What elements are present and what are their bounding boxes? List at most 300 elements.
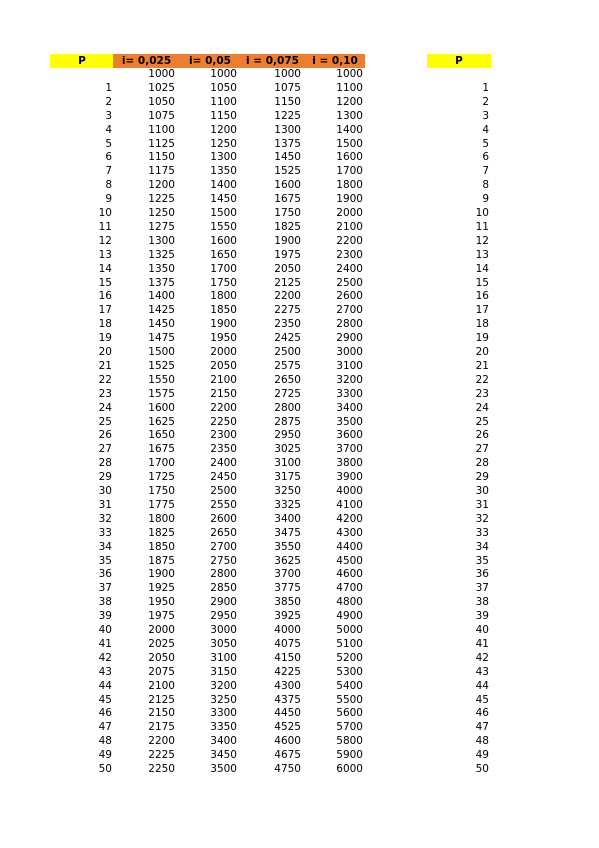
value-cell-rate-1: 2250 [148,763,175,775]
value-cell-rate-1: 1650 [148,429,175,442]
table-row [0,429,599,443]
value-cell-rate-4: 1800 [336,179,363,192]
value-cell-rate-1: 2075 [148,665,175,678]
period-cell: 15 [98,276,112,289]
value-cell-rate-4: 1700 [336,165,363,178]
period-cell: 38 [98,596,112,609]
period-cell-right: 5 [482,137,489,150]
table-row [0,610,599,624]
value-cell-rate-1: 1200 [148,179,175,192]
table-row [0,235,599,249]
value-cell-rate-1: 1425 [148,304,175,317]
period-cell-right: 22 [475,373,489,386]
value-cell-rate-1: 1450 [148,318,175,331]
table-row [0,165,599,179]
period-cell: 39 [98,610,112,623]
value-cell-rate-2: 1700 [210,262,237,275]
value-cell-rate-1: 1350 [148,262,175,275]
value-cell-rate-1: 2000 [148,624,175,636]
value-cell-rate-4: 5700 [336,721,363,734]
value-cell-rate-1: 1575 [148,387,175,400]
period-cell: 4 [105,123,112,136]
value-cell-rate-2: 2850 [210,582,237,595]
period-cell: 16 [98,290,112,303]
period-cell-right: 17 [475,304,489,317]
period-cell-right: 24 [475,401,489,414]
value-cell-rate-3: 3325 [274,498,301,511]
value-cell-rate-3: 4675 [274,749,301,762]
table-row [0,277,599,291]
value-cell-rate-2: 2550 [210,498,237,511]
period-cell: 30 [98,485,112,497]
period-cell: 21 [98,359,112,372]
table-row [0,568,599,582]
period-cell-right: 12 [475,234,489,247]
value-cell-rate-1: 1125 [148,137,175,150]
value-cell-rate-1: 1475 [148,332,175,345]
period-cell: 1 [105,81,112,94]
period-cell-right: 49 [475,749,489,762]
period-cell-right: 14 [475,262,489,275]
period-cell: 48 [98,735,112,748]
value-cell-rate-4: 4800 [336,596,363,609]
table-row [0,304,599,318]
value-cell-rate-2: 3100 [210,651,237,664]
period-cell-right: 42 [475,651,489,664]
value-cell-rate-2: 3200 [210,679,237,692]
value-cell-rate-1: 1750 [148,485,175,497]
table-row [0,471,599,485]
value-cell-rate-1: 1525 [148,359,175,372]
value-cell-rate-4: 4200 [336,512,363,525]
value-cell-rate-1: 2225 [148,749,175,762]
value-cell-rate-3: 3475 [274,526,301,539]
period-cell: 8 [105,179,112,192]
value-cell-rate-3: 2500 [274,346,301,358]
value-cell-rate-2: 2500 [210,485,237,497]
period-cell-right: 43 [475,665,489,678]
value-cell-rate-3: 3250 [274,485,301,497]
value-cell-rate-3: 4000 [274,624,301,636]
value-cell-rate-3: 1675 [274,193,301,206]
table-row [0,596,599,610]
value-cell-rate-2: 2900 [210,596,237,609]
period-cell-right: 15 [475,276,489,289]
value-cell-rate-4: 2500 [336,276,363,289]
value-cell-rate-3: 1225 [274,109,301,122]
period-cell-right: 6 [482,151,489,164]
period-cell-right: 21 [475,359,489,372]
value-cell-rate-1: 1000 [148,68,175,80]
table-row [0,207,599,221]
table-row [0,346,599,360]
value-cell-rate-4: 1600 [336,151,363,164]
table-row [0,110,599,124]
value-cell-rate-4: 4400 [336,540,363,553]
period-cell-right: 38 [475,596,489,609]
header-p-right: P [427,54,491,68]
period-cell: 28 [98,457,112,470]
period-cell-right: 48 [475,735,489,748]
value-cell-rate-3: 2950 [274,429,301,442]
value-cell-rate-3: 4450 [274,707,301,720]
table-row [0,290,599,304]
value-cell-rate-1: 1250 [148,207,175,219]
period-cell: 5 [105,137,112,150]
value-cell-rate-1: 1500 [148,346,175,358]
period-cell-right: 32 [475,512,489,525]
table-row [0,721,599,735]
value-cell-rate-1: 1225 [148,193,175,206]
value-cell-rate-1: 1625 [148,415,175,428]
value-cell-rate-3: 1300 [274,123,301,136]
period-cell-right: 47 [475,721,489,734]
period-cell-right: 34 [475,540,489,553]
period-cell-right: 16 [475,290,489,303]
table-row [0,624,599,638]
value-cell-rate-3: 4300 [274,679,301,692]
value-cell-rate-3: 3775 [274,582,301,595]
value-cell-rate-4: 3700 [336,443,363,456]
period-cell: 35 [98,554,112,567]
value-cell-rate-1: 1600 [148,401,175,414]
value-cell-rate-4: 2000 [336,207,363,219]
table-row [0,555,599,569]
period-cell: 47 [98,721,112,734]
value-cell-rate-2: 3250 [210,693,237,706]
value-cell-rate-4: 3400 [336,401,363,414]
period-cell: 11 [98,220,112,233]
value-cell-rate-3: 3175 [274,471,301,484]
table-row [0,680,599,694]
period-cell: 45 [98,693,112,706]
value-cell-rate-1: 1025 [148,81,175,94]
period-cell: 42 [98,651,112,664]
period-cell [50,68,112,82]
table-row [0,263,599,277]
value-cell-rate-2: 1300 [210,151,237,164]
value-cell-rate-4: 5000 [336,624,363,636]
value-cell-rate-4: 1900 [336,193,363,206]
period-cell-right: 50 [475,763,489,775]
table-row [0,374,599,388]
value-cell-rate-2: 1350 [210,165,237,178]
value-cell-rate-2: 1550 [210,220,237,233]
value-cell-rate-2: 3400 [210,735,237,748]
period-cell: 22 [98,373,112,386]
table-row [0,388,599,402]
value-cell-rate-3: 1525 [274,165,301,178]
value-cell-rate-2: 2800 [210,568,237,581]
value-cell-rate-3: 1900 [274,234,301,247]
value-cell-rate-2: 1800 [210,290,237,303]
value-cell-rate-1: 1775 [148,498,175,511]
value-cell-rate-3: 4525 [274,721,301,734]
header-rate-1: i= 0,025 [113,54,180,68]
value-cell-rate-3: 3400 [274,512,301,525]
value-cell-rate-4: 2300 [336,248,363,261]
value-cell-rate-4: 1400 [336,123,363,136]
value-cell-rate-4: 3800 [336,457,363,470]
value-cell-rate-3: 3700 [274,568,301,581]
value-cell-rate-2: 2300 [210,429,237,442]
period-cell-right: 2 [482,95,489,108]
period-cell-right: 27 [475,443,489,456]
period-cell-right: 10 [475,207,489,219]
table-row [0,749,599,763]
value-cell-rate-2: 1400 [210,179,237,192]
period-cell: 50 [98,763,112,775]
period-cell: 43 [98,665,112,678]
value-cell-rate-2: 1850 [210,304,237,317]
value-cell-rate-4: 3500 [336,415,363,428]
value-cell-rate-4: 3600 [336,429,363,442]
period-cell: 49 [98,749,112,762]
period-cell: 40 [98,624,112,636]
period-cell: 34 [98,540,112,553]
value-cell-rate-4: 3100 [336,359,363,372]
table-row [0,694,599,708]
table-row [0,249,599,263]
period-cell: 3 [105,109,112,122]
value-cell-rate-3: 2425 [274,332,301,345]
period-cell: 36 [98,568,112,581]
value-cell-rate-3: 1975 [274,248,301,261]
value-cell-rate-3: 3850 [274,596,301,609]
table-row [0,416,599,430]
value-cell-rate-2: 2200 [210,401,237,414]
period-cell: 19 [98,332,112,345]
initial-row [0,68,599,82]
table-row [0,179,599,193]
value-cell-rate-2: 1050 [210,81,237,94]
value-cell-rate-2: 1250 [210,137,237,150]
table-row [0,332,599,346]
period-cell: 23 [98,387,112,400]
period-cell-right: 18 [475,318,489,331]
period-cell-right: 19 [475,332,489,345]
value-cell-rate-1: 1950 [148,596,175,609]
table-row [0,151,599,165]
value-cell-rate-1: 2200 [148,735,175,748]
value-cell-rate-2: 1750 [210,276,237,289]
table-row [0,499,599,513]
period-cell-right: 37 [475,582,489,595]
table-row [0,513,599,527]
value-cell-rate-2: 3300 [210,707,237,720]
period-cell: 46 [98,707,112,720]
value-cell-rate-1: 1275 [148,220,175,233]
period-cell: 12 [98,234,112,247]
value-cell-rate-1: 1875 [148,554,175,567]
period-cell-right: 8 [482,179,489,192]
value-cell-rate-4: 1500 [336,137,363,150]
value-cell-rate-3: 2800 [274,401,301,414]
table-row [0,652,599,666]
period-cell-right: 23 [475,387,489,400]
value-cell-rate-2: 3350 [210,721,237,734]
value-cell-rate-3: 3625 [274,554,301,567]
value-cell-rate-2: 2400 [210,457,237,470]
period-cell-right: 13 [475,248,489,261]
value-cell-rate-1: 2100 [148,679,175,692]
value-cell-rate-1: 2175 [148,721,175,734]
value-cell-rate-3: 1150 [274,95,301,108]
value-cell-rate-2: 2950 [210,610,237,623]
period-cell-right: 44 [475,679,489,692]
value-cell-rate-2: 2250 [210,415,237,428]
value-cell-rate-2: 2750 [210,554,237,567]
value-cell-rate-1: 1150 [148,151,175,164]
table-row [0,527,599,541]
value-cell-rate-2: 2350 [210,443,237,456]
table-row [0,666,599,680]
value-cell-rate-4: 4100 [336,498,363,511]
table-row [0,582,599,596]
table-row [0,193,599,207]
value-cell-rate-4: 6000 [336,763,363,775]
value-cell-rate-3: 3025 [274,443,301,456]
period-cell-right: 31 [475,498,489,511]
value-cell-rate-2: 1900 [210,318,237,331]
value-cell-rate-2: 1150 [210,109,237,122]
value-cell-rate-2: 1500 [210,207,237,219]
table-row [0,138,599,152]
period-cell: 14 [98,262,112,275]
period-cell-right: 7 [482,165,489,178]
value-cell-rate-2: 1100 [210,95,237,108]
value-cell-rate-3: 2125 [274,276,301,289]
value-cell-rate-3: 2725 [274,387,301,400]
value-cell-rate-3: 4600 [274,735,301,748]
value-cell-rate-3: 1000 [274,68,301,80]
period-cell-right: 39 [475,610,489,623]
period-cell: 13 [98,248,112,261]
period-cell: 2 [105,95,112,108]
table-row [0,457,599,471]
value-cell-rate-4: 2400 [336,262,363,275]
period-cell: 27 [98,443,112,456]
value-cell-rate-3: 3100 [274,457,301,470]
header-rate-2: i= 0,05 [180,54,240,68]
table-row [0,82,599,96]
value-cell-rate-1: 1100 [148,123,175,136]
value-cell-rate-4: 4900 [336,610,363,623]
period-cell: 31 [98,498,112,511]
value-cell-rate-1: 1900 [148,568,175,581]
table-row [0,443,599,457]
value-cell-rate-1: 2025 [148,637,175,650]
period-cell: 41 [98,637,112,650]
value-cell-rate-4: 2200 [336,234,363,247]
value-cell-rate-2: 1950 [210,332,237,345]
period-cell-right: 45 [475,693,489,706]
table-row [0,360,599,374]
value-cell-rate-3: 1375 [274,137,301,150]
value-cell-rate-1: 2050 [148,651,175,664]
period-cell-right: 35 [475,554,489,567]
period-cell-right: 26 [475,429,489,442]
value-cell-rate-4: 5600 [336,707,363,720]
value-cell-rate-3: 2875 [274,415,301,428]
value-cell-rate-2: 2050 [210,359,237,372]
period-cell: 44 [98,679,112,692]
value-cell-rate-4: 5500 [336,693,363,706]
value-cell-rate-1: 1175 [148,165,175,178]
period-cell: 10 [98,207,112,219]
table-row [0,735,599,749]
table-row [0,541,599,555]
table-row [0,221,599,235]
period-cell: 7 [105,165,112,178]
table-row [0,707,599,721]
value-cell-rate-3: 2050 [274,262,301,275]
value-cell-rate-1: 1825 [148,526,175,539]
period-cell-right: 46 [475,707,489,720]
value-cell-rate-4: 1300 [336,109,363,122]
period-cell-right: 41 [475,637,489,650]
period-cell-right: 40 [475,624,489,636]
period-cell: 25 [98,415,112,428]
value-cell-rate-2: 3000 [210,624,237,636]
period-cell-right: 4 [482,123,489,136]
value-cell-rate-3: 1450 [274,151,301,164]
table-row [0,96,599,110]
header-rate-4: i = 0,10 [305,54,365,68]
value-cell-rate-4: 5400 [336,679,363,692]
value-cell-rate-4: 3300 [336,387,363,400]
value-cell-rate-3: 1600 [274,179,301,192]
value-cell-rate-1: 1925 [148,582,175,595]
value-cell-rate-4: 4300 [336,526,363,539]
period-cell-right: 29 [475,471,489,484]
value-cell-rate-1: 1700 [148,457,175,470]
period-cell: 32 [98,512,112,525]
value-cell-rate-1: 1800 [148,512,175,525]
table-row [0,485,599,499]
period-cell-right: 1 [482,81,489,94]
period-cell: 26 [98,429,112,442]
period-cell-right: 28 [475,457,489,470]
value-cell-rate-1: 2125 [148,693,175,706]
value-cell-rate-2: 2650 [210,526,237,539]
period-cell: 20 [98,346,112,358]
period-cell: 24 [98,401,112,414]
value-cell-rate-4: 1200 [336,95,363,108]
value-cell-rate-3: 3925 [274,610,301,623]
value-cell-rate-1: 1550 [148,373,175,386]
value-cell-rate-1: 1850 [148,540,175,553]
table-row [0,318,599,332]
value-cell-rate-4: 4700 [336,582,363,595]
value-cell-rate-2: 1000 [210,68,237,80]
value-cell-rate-3: 3550 [274,540,301,553]
period-cell: 6 [105,151,112,164]
value-cell-rate-1: 1300 [148,234,175,247]
value-cell-rate-2: 1450 [210,193,237,206]
value-cell-rate-3: 1825 [274,220,301,233]
period-cell: 17 [98,304,112,317]
value-cell-rate-2: 1650 [210,248,237,261]
value-cell-rate-3: 4750 [274,763,301,775]
value-cell-rate-3: 2575 [274,359,301,372]
period-cell: 18 [98,318,112,331]
value-cell-rate-2: 3450 [210,749,237,762]
value-cell-rate-4: 5800 [336,735,363,748]
value-cell-rate-4: 3000 [336,346,363,358]
value-cell-rate-2: 1600 [210,234,237,247]
value-cell-rate-3: 1750 [274,207,301,219]
